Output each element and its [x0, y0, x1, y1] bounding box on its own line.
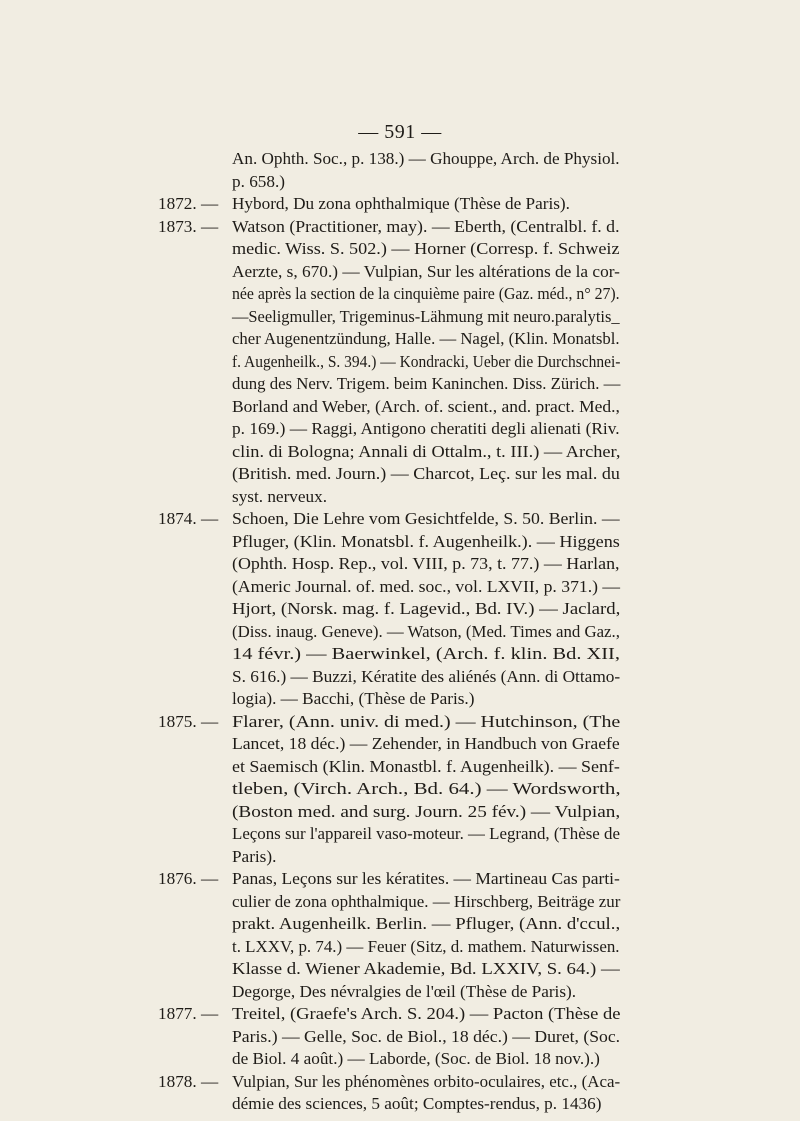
entry-line: f. Augenheilk., S. 394.) — Kondracki, Ueber die Durchschnei-: [232, 351, 621, 371]
entry-line: Vulpian, Sur les phénomènes orbito-oculaires, etc., (Aca-: [232, 1071, 621, 1091]
entry-line: démie des sciences, 5 août; Comptes-rendus, p. 1436): [232, 1094, 602, 1113]
entry-year: 1872. —: [158, 194, 219, 213]
entry-year: 1875. —: [158, 711, 219, 731]
entry-line: culier de zona ophthalmique. — Hirschberg, Beiträge zur: [232, 891, 621, 911]
entry-line: Klasse d. Wiener Akademie, Bd. LXXIV, S. 64.) —: [232, 959, 620, 978]
entry-line: medic. Wiss. S. 502.) — Horner (Corresp. f. Schweiz: [232, 239, 620, 258]
entry-line: S. 616.) — Buzzi, Kératite des aliénés (Ann. di Ottamo-: [232, 666, 621, 686]
entry-line: syst. nerveux.: [232, 486, 327, 506]
entry-line: Borland and Weber, (Arch. of. scient., and. pract. Med.,: [232, 396, 620, 416]
entry-line: Flarer, (Ann. univ. di med.) — Hutchinson, (The: [232, 711, 621, 731]
entry-line: An. Ophth. Soc., p. 138.) — Ghouppe, Arch. de Physiol.: [232, 149, 620, 168]
entry-line: p. 658.): [232, 171, 285, 191]
entry-line: Leçons sur l'appareil vaso-moteur. — Legrand, (Thèse de: [232, 824, 620, 843]
entry-line: cher Augenentzündung, Halle. — Nagel, (Klin. Monatsbl.: [232, 329, 620, 348]
entry-line: née après la section de la cinquième paire (Gaz. méd., n° 27).: [232, 284, 620, 303]
entry-line: Paris).: [232, 846, 277, 866]
entry-year: 1873. —: [158, 216, 219, 236]
entry-line: logia). — Bacchi, (Thèse de Paris.): [232, 689, 475, 708]
entry-line: —Seeligmuller, Trigeminus-Lähmung mit neuro.paralytis_: [232, 306, 620, 326]
entry-line: Paris.) — Gelle, Soc. de Biol., 18 déc.) — Duret, (Soc.: [232, 1026, 621, 1046]
entry-line: Degorge, Des névralgies de l'œil (Thèse de Paris).: [232, 981, 577, 1001]
entry-line: prakt. Augenheilk. Berlin. — Pfluger, (Ann. d'ccul.,: [232, 914, 621, 933]
entry-line: Schoen, Die Lehre vom Gesichtfelde, S. 50. Berlin. —: [232, 509, 620, 528]
entry-line: Hybord, Du zona ophthalmique (Thèse de Paris).: [232, 194, 570, 213]
entry-line: t. LXXV, p. 74.) — Feuer (Sitz, d. mathem. Naturwissen.: [232, 936, 620, 956]
entry-line: (Boston med. and surg. Journ. 25 fév.) — Vulpian,: [232, 801, 621, 821]
entry-line: Pfluger, (Klin. Monatsbl. f. Augenheilk.). — Higgens: [232, 531, 620, 551]
entry-line: Hjort, (Norsk. mag. f. Lagevid., Bd. IV.) — Jaclard,: [232, 599, 621, 618]
entry-year: 1877. —: [158, 1004, 219, 1023]
entry-line: de Biol. 4 août.) — Laborde, (Soc. de Biol. 18 nov.).): [232, 1049, 600, 1068]
entry-line: clin. di Bologna; Annali di Ottalm., t. III.) — Archer,: [232, 441, 621, 461]
entry-year: 1878. —: [158, 1071, 219, 1091]
entry-line: Lancet, 18 déc.) — Zehender, in Handbuch von Graefe: [232, 734, 620, 753]
entry-year: 1874. —: [158, 509, 219, 528]
entry-line: p. 169.) — Raggi, Antigono cheratiti degli alienati (Riv.: [232, 419, 620, 438]
entry-line: tleben, (Virch. Arch., Bd. 64.) — Wordsworth,: [232, 779, 621, 798]
page-number: — 591 —: [358, 121, 442, 143]
entry-line: (Diss. inaug. Geneve). — Watson, (Med. Times and Gaz.,: [232, 621, 620, 641]
entry-line: Panas, Leçons sur les kératites. — Martineau Cas parti-: [232, 869, 620, 888]
entry-line: (Ophth. Hosp. Rep., vol. VIII, p. 73, t. 77.) — Harlan,: [232, 554, 620, 573]
entry-line: 14 févr.) — Baerwinkel, (Arch. f. klin. Bd. XII,: [232, 644, 620, 663]
entry-line: Aerzte, s, 670.) — Vulpian, Sur les altérations de la cor-: [232, 261, 620, 281]
entry-line: (British. med. Journ.) — Charcot, Leç. sur les mal. du: [232, 464, 620, 483]
entry-line: Treitel, (Graefe's Arch. S. 204.) — Pacton (Thèse de: [232, 1004, 621, 1023]
entry-line: (Americ Journal. of. med. soc., vol. LXVII, p. 371.) —: [232, 576, 621, 596]
entry-line: dung des Nerv. Trigem. beim Kaninchen. Diss. Zürich. —: [232, 374, 621, 393]
entry-line: et Saemisch (Klin. Monastbl. f. Augenheilk). — Senf-: [232, 756, 620, 776]
entry-year: 1876. —: [158, 869, 219, 888]
entry-line: Watson (Practitioner, may). — Eberth, (Centralbl. f. d.: [232, 216, 620, 236]
